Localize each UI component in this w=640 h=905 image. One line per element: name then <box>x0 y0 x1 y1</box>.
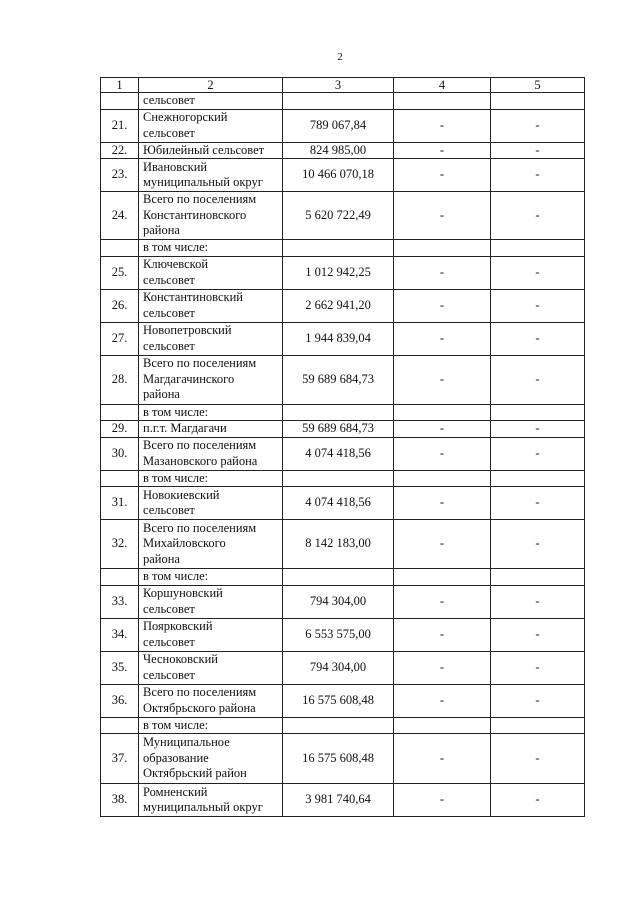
row-col5: - <box>491 520 585 569</box>
row-col4: - <box>394 437 491 470</box>
row-name-line: муниципальный округ <box>143 800 263 814</box>
table-row <box>101 437 585 470</box>
row-col4: - <box>394 520 491 569</box>
row-number: 27. <box>101 322 139 355</box>
header-cell-3: 3 <box>283 78 394 93</box>
row-col4: - <box>394 585 491 618</box>
row-name <box>139 109 283 142</box>
table-row <box>101 585 585 618</box>
row-number: 34. <box>101 618 139 651</box>
row-name <box>139 651 283 684</box>
row-name-line: сельсовет <box>143 503 195 517</box>
row-name <box>139 355 283 404</box>
table-row <box>101 717 585 734</box>
row-name-line: Ивановский <box>143 159 208 174</box>
row-name-line: Михайловского <box>143 536 226 551</box>
row-number: 30. <box>101 437 139 470</box>
table-row <box>101 256 585 289</box>
row-name <box>139 618 283 651</box>
table-row <box>101 520 585 569</box>
row-col5: - <box>491 289 585 322</box>
table-row <box>101 421 585 438</box>
table-row <box>101 404 585 421</box>
row-name-line: в том числе: <box>143 717 209 732</box>
row-amount: 16 575 608,48 <box>283 684 394 717</box>
row-name-line: Константиновский <box>143 290 243 304</box>
row-col5: - <box>491 159 585 192</box>
row-number: 25. <box>101 256 139 289</box>
row-amount: 16 575 608,48 <box>283 734 394 784</box>
row-amount <box>283 240 394 257</box>
row-number: 24. <box>101 192 139 240</box>
row-amount: 1 944 839,04 <box>283 322 394 355</box>
row-col5: - <box>491 322 585 355</box>
row-name <box>139 421 283 438</box>
row-name <box>139 240 283 257</box>
table-row <box>101 784 585 817</box>
row-name <box>139 322 283 355</box>
row-amount: 789 067,84 <box>283 109 394 142</box>
row-col5 <box>491 717 585 734</box>
row-number: 31. <box>101 487 139 520</box>
row-col5: - <box>491 355 585 404</box>
row-name-line: Всего по поселениям <box>143 685 257 699</box>
row-amount <box>283 569 394 586</box>
data-table <box>100 77 585 817</box>
row-name <box>139 142 283 159</box>
table-row <box>101 651 585 684</box>
row-amount: 3 981 740,64 <box>283 784 394 817</box>
row-col5: - <box>491 585 585 618</box>
row-name-line: Октябрьский район <box>143 766 247 781</box>
row-col5: - <box>491 142 585 159</box>
row-col4: - <box>394 355 491 404</box>
row-amount: 59 689 684,73 <box>283 355 394 404</box>
row-col5: - <box>491 784 585 817</box>
row-amount <box>283 93 394 110</box>
row-name-line: Константиновского <box>143 207 247 222</box>
row-amount: 824 985,00 <box>283 142 394 159</box>
row-number: 26. <box>101 289 139 322</box>
row-name-line: сельсовет <box>143 338 195 353</box>
row-col4 <box>394 470 491 487</box>
row-amount: 794 304,00 <box>283 651 394 684</box>
row-name <box>139 256 283 289</box>
row-name <box>139 487 283 520</box>
header-cell-4: 4 <box>394 78 491 93</box>
row-name-line: Магдагачинского <box>143 371 235 386</box>
row-name-line: Всего по поселениям <box>143 356 257 371</box>
row-col5: - <box>491 421 585 438</box>
row-number <box>101 240 139 257</box>
row-name-line: сельсовет <box>143 667 195 682</box>
row-name <box>139 569 283 586</box>
row-number: 33. <box>101 585 139 618</box>
row-number: 38. <box>101 784 139 817</box>
row-number: 32. <box>101 520 139 569</box>
row-col4: - <box>394 159 491 192</box>
row-name <box>139 734 283 784</box>
row-col4: - <box>394 289 491 322</box>
row-name <box>139 784 283 817</box>
row-number: 36. <box>101 684 139 717</box>
row-col4: - <box>394 322 491 355</box>
row-name-line: сельсовет <box>143 305 195 320</box>
table-row <box>101 618 585 651</box>
row-amount: 5 620 722,49 <box>283 192 394 240</box>
row-amount: 10 466 070,18 <box>283 159 394 192</box>
row-name-line: в том числе: <box>143 470 209 485</box>
table-row <box>101 569 585 586</box>
row-col4 <box>394 93 491 110</box>
row-number: 21. <box>101 109 139 142</box>
row-name-line: образование <box>143 750 209 765</box>
row-name-line: Октябрьского района <box>143 700 256 715</box>
row-name-line: района <box>143 387 180 402</box>
row-name <box>139 289 283 322</box>
row-name <box>139 717 283 734</box>
table-row <box>101 159 585 192</box>
row-name-line: сельсовет <box>143 125 195 140</box>
row-col5 <box>491 93 585 110</box>
row-name-line: сельсовет <box>143 93 195 107</box>
row-name-line: района <box>143 551 180 566</box>
row-col4: - <box>394 618 491 651</box>
row-amount: 6 553 575,00 <box>283 618 394 651</box>
row-number <box>101 717 139 734</box>
row-name-line: Чесноковский <box>143 652 218 666</box>
row-col5: - <box>491 256 585 289</box>
row-col5: - <box>491 437 585 470</box>
row-name-line: района <box>143 223 180 238</box>
row-name-line: Муниципальное <box>143 735 230 750</box>
header-cell-5: 5 <box>491 78 585 93</box>
row-col5 <box>491 569 585 586</box>
row-col5 <box>491 240 585 257</box>
row-col4 <box>394 240 491 257</box>
row-col4: - <box>394 109 491 142</box>
row-name-line: п.г.т. Магдагачи <box>143 421 227 435</box>
table-row <box>101 240 585 257</box>
row-name-line: Всего по поселениям <box>143 438 257 452</box>
row-col5: - <box>491 734 585 784</box>
row-name-line: сельсовет <box>143 634 195 649</box>
page-number: 2 <box>337 51 343 63</box>
row-name <box>139 159 283 192</box>
row-col5: - <box>491 618 585 651</box>
row-amount <box>283 470 394 487</box>
row-col4 <box>394 569 491 586</box>
row-amount: 59 689 684,73 <box>283 421 394 438</box>
row-name-line: Юбилейный сельсовет <box>143 142 265 157</box>
row-number: 22. <box>101 142 139 159</box>
row-name-line: Всего по поселениям <box>143 520 257 535</box>
table-row <box>101 734 585 784</box>
table-row <box>101 470 585 487</box>
row-col5: - <box>491 109 585 142</box>
table-row <box>101 109 585 142</box>
row-name <box>139 520 283 569</box>
row-name-line: Поярковский <box>143 619 213 633</box>
row-amount: 4 074 418,56 <box>283 437 394 470</box>
row-name-line: в том числе: <box>143 240 209 254</box>
row-name <box>139 93 283 110</box>
row-name-line: Новокиевский <box>143 487 220 502</box>
row-name-line: в том числе: <box>143 404 209 419</box>
table-row <box>101 487 585 520</box>
row-col4: - <box>394 421 491 438</box>
row-col4: - <box>394 651 491 684</box>
row-name <box>139 470 283 487</box>
table-row <box>101 192 585 240</box>
row-number: 35. <box>101 651 139 684</box>
table-header-row <box>101 78 585 93</box>
row-name <box>139 192 283 240</box>
row-col4: - <box>394 734 491 784</box>
row-amount: 4 074 418,56 <box>283 487 394 520</box>
row-col5: - <box>491 192 585 240</box>
header-cell-1: 1 <box>101 78 139 93</box>
row-number: 28. <box>101 355 139 404</box>
row-col5: - <box>491 651 585 684</box>
table-row <box>101 684 585 717</box>
header-cell-2: 2 <box>139 78 283 93</box>
row-col4: - <box>394 142 491 159</box>
row-name-line: Ромненский <box>143 784 208 799</box>
row-name <box>139 684 283 717</box>
row-col5: - <box>491 487 585 520</box>
row-name-line: Ключевской <box>143 257 209 271</box>
row-col4: - <box>394 684 491 717</box>
row-name-line: сельсовет <box>143 272 195 287</box>
row-amount: 8 142 183,00 <box>283 520 394 569</box>
row-amount <box>283 404 394 421</box>
row-col4: - <box>394 256 491 289</box>
row-col5 <box>491 470 585 487</box>
row-col4 <box>394 717 491 734</box>
row-number: 37. <box>101 734 139 784</box>
table-row <box>101 142 585 159</box>
row-col5 <box>491 404 585 421</box>
row-col5: - <box>491 684 585 717</box>
row-name-line: Мазановского района <box>143 453 258 468</box>
row-col4: - <box>394 487 491 520</box>
row-amount: 794 304,00 <box>283 585 394 618</box>
table-row <box>101 355 585 404</box>
table-row <box>101 289 585 322</box>
row-col4 <box>394 404 491 421</box>
table-row <box>101 93 585 110</box>
row-col4: - <box>394 192 491 240</box>
row-name-line: Коршуновский <box>143 586 223 600</box>
row-name <box>139 404 283 421</box>
row-number <box>101 470 139 487</box>
row-amount: 1 012 942,25 <box>283 256 394 289</box>
row-name-line: в том числе: <box>143 569 209 583</box>
row-number: 29. <box>101 421 139 438</box>
row-col4: - <box>394 784 491 817</box>
row-name-line: Новопетровский <box>143 323 232 337</box>
row-number <box>101 93 139 110</box>
table-row <box>101 322 585 355</box>
row-name <box>139 437 283 470</box>
row-name <box>139 585 283 618</box>
row-amount <box>283 717 394 734</box>
row-name-line: муниципальный округ <box>143 175 263 189</box>
row-number: 23. <box>101 159 139 192</box>
row-number <box>101 404 139 421</box>
row-name-line: Всего по поселениям <box>143 192 257 207</box>
row-number <box>101 569 139 586</box>
row-name-line: сельсовет <box>143 601 195 616</box>
row-name-line: Снежногорский <box>143 110 228 124</box>
row-amount: 2 662 941,20 <box>283 289 394 322</box>
